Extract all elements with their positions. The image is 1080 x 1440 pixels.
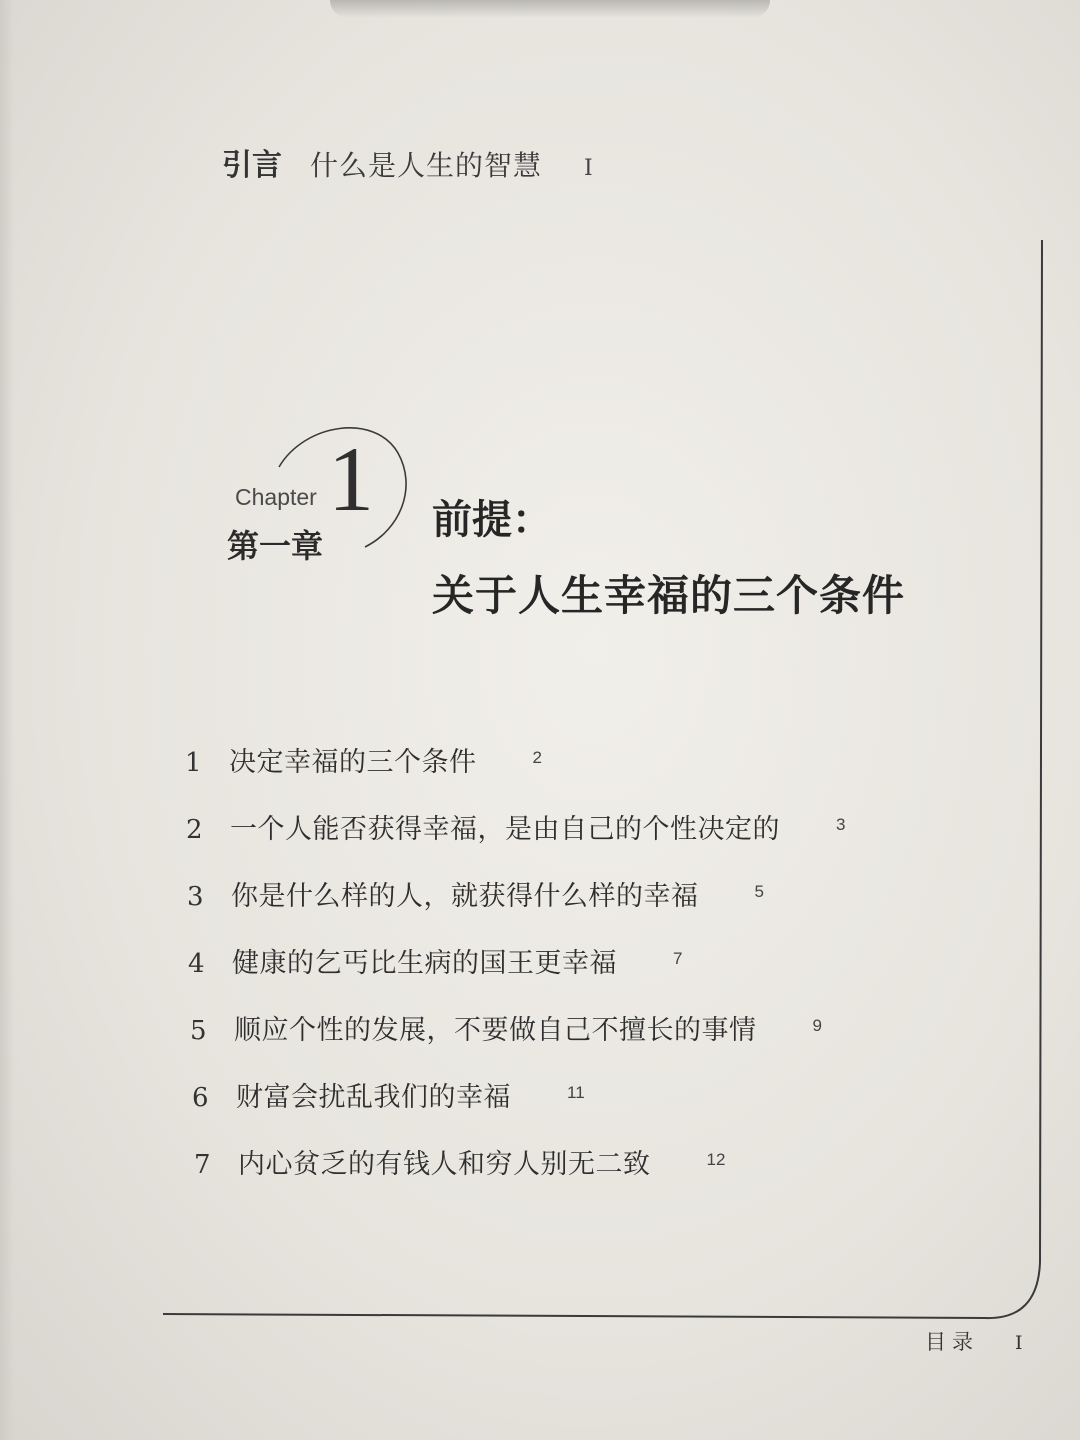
toc-item-title: 一个人能否获得幸福，是由自己的个性决定的 [230, 814, 780, 845]
toc-item-page: 9 [812, 1016, 822, 1035]
toc-item-page: 2 [532, 748, 542, 767]
toc-item-title: 顺应个性的发展，不要做自己不擅长的事情 [234, 1015, 757, 1046]
toc-item-title: 健康的乞丐比生病的国王更幸福 [232, 948, 617, 979]
toc-item-page: 7 [673, 949, 683, 968]
toc-item-title: 决定幸福的三个条件 [229, 747, 477, 778]
intro-page-number: I [584, 156, 593, 181]
toc-item-number: 3 [187, 882, 204, 912]
chapter-word: Chapter [235, 484, 317, 510]
toc-item-page: 11 [567, 1083, 585, 1102]
page-footer [925, 1326, 1023, 1356]
footer-page-number: I [1015, 1332, 1023, 1354]
toc-item-title: 财富会扰乱我们的幸福 [236, 1082, 511, 1113]
toc-item-number: 7 [194, 1150, 211, 1180]
toc-item-page: 3 [836, 815, 846, 834]
toc-item-number: 4 [188, 949, 205, 979]
toc-item-title: 内心贫乏的有钱人和穷人别无二致 [238, 1149, 651, 1180]
chapter-heading-line1: 前提： [432, 497, 552, 543]
toc-item-title: 你是什么样的人，就获得什么样的幸福 [231, 881, 699, 912]
toc-item-number: 2 [186, 815, 203, 845]
footer-label: 目录 [925, 1330, 979, 1354]
toc-item-number: 5 [190, 1016, 207, 1046]
intro-label: 引言 [222, 148, 282, 183]
toc-item-page: 12 [706, 1150, 726, 1169]
toc-item-page: 5 [754, 882, 764, 901]
chapter-heading-line2: 关于人生幸福的三个条件 [432, 571, 906, 620]
chapter-label-cn: 第一章 [227, 527, 324, 565]
intro-title: 什么是人生的智慧 [310, 149, 543, 182]
toc-item-number: 1 [185, 748, 202, 778]
chapter-number: 1 [328, 428, 374, 530]
toc-item-number: 6 [192, 1083, 209, 1113]
